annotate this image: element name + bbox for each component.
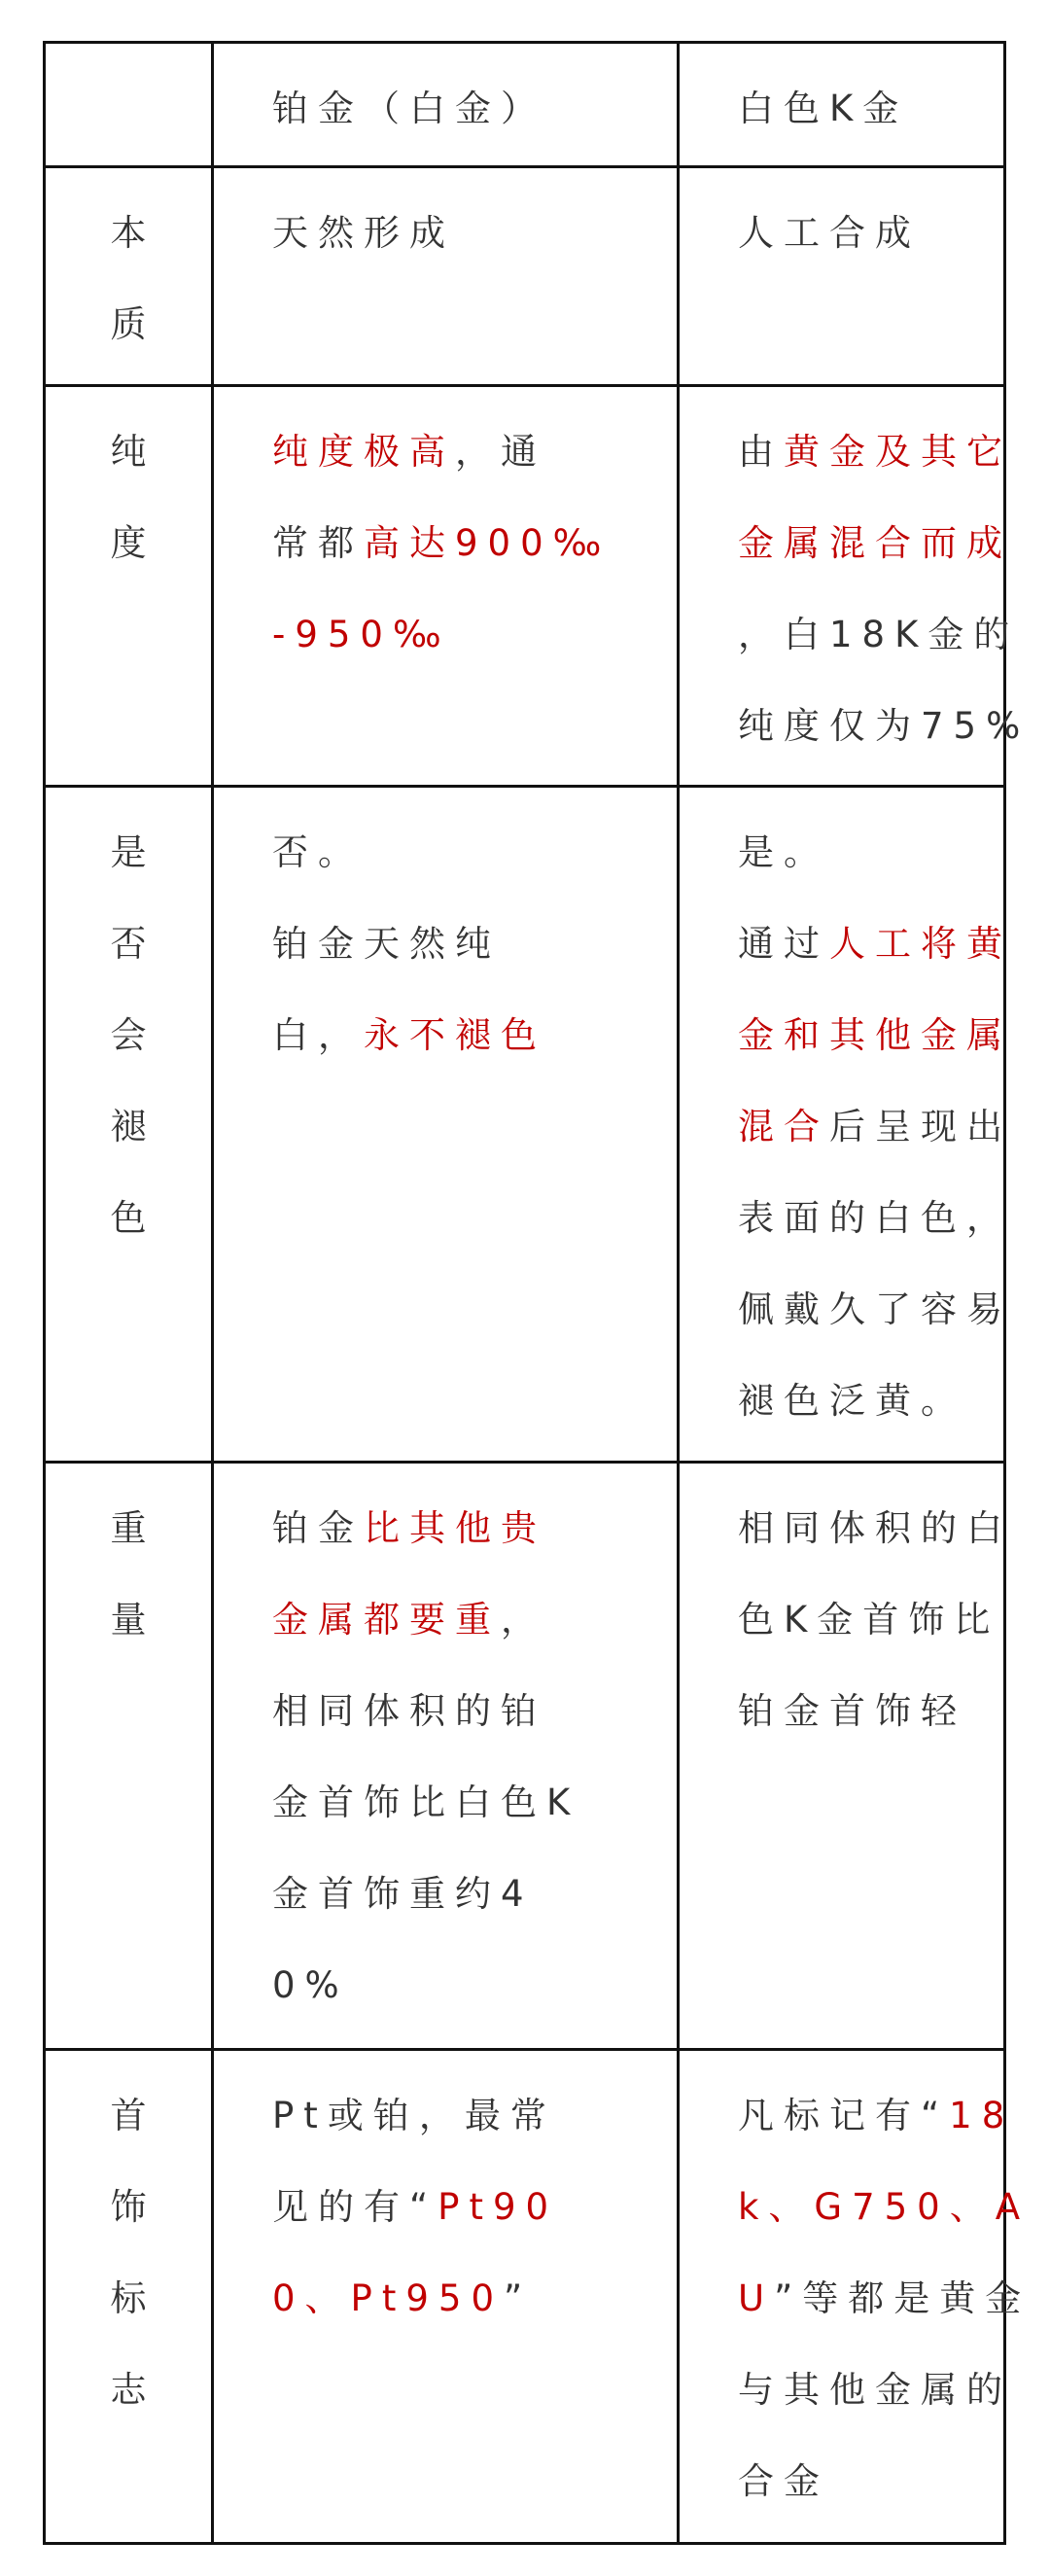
text-segment: 表面的白色， bbox=[738, 1197, 1012, 1239]
text-line bbox=[738, 1264, 1012, 1356]
text-line bbox=[272, 1483, 677, 1574]
text-line bbox=[272, 589, 677, 681]
highlighted-text: 金属都要重 bbox=[272, 1599, 501, 1641]
row-label-char: 会 bbox=[110, 1014, 147, 1056]
white-k-gold-cell bbox=[679, 1463, 1012, 2050]
text-line bbox=[738, 1356, 1003, 1447]
text-line bbox=[738, 1666, 1003, 1757]
text-line bbox=[272, 1940, 677, 2031]
highlighted-text: 金属混合而成 bbox=[738, 522, 1012, 564]
row-label-char: 首 bbox=[110, 2095, 147, 2136]
highlighted-text: 比其他贵 bbox=[364, 1507, 546, 1549]
row-label-char: 志 bbox=[110, 2369, 147, 2411]
header-cell-platinum bbox=[213, 43, 679, 167]
text-line bbox=[272, 498, 677, 589]
highlighted-text: 金和其他金属 bbox=[738, 1014, 1012, 1056]
table-row bbox=[45, 386, 1005, 787]
text-line bbox=[738, 2253, 1032, 2345]
row-label-cell bbox=[45, 1463, 213, 2050]
row-label-char: 纯 bbox=[110, 431, 147, 473]
platinum-cell bbox=[213, 787, 679, 1463]
text-segment: 相同体积的白 bbox=[738, 1507, 1012, 1549]
text-segment: 与其他金属的 bbox=[738, 2369, 1012, 2411]
text-line bbox=[272, 807, 677, 899]
text-segment: 合金 bbox=[738, 2460, 829, 2502]
text-line bbox=[738, 1574, 1003, 1666]
text-segment: 天然形成 bbox=[272, 212, 455, 254]
text-segment: ，白18K金的 bbox=[738, 614, 1020, 655]
text-segment: 常都 bbox=[272, 522, 364, 564]
highlighted-text: -950‰ bbox=[272, 614, 451, 655]
text-segment: 见的有“ bbox=[272, 2186, 438, 2228]
text-line bbox=[738, 498, 1012, 589]
table-row bbox=[45, 1463, 1005, 2050]
text-segment: 色K金首饰比 bbox=[738, 1599, 1000, 1641]
text-line bbox=[738, 681, 1031, 772]
text-line bbox=[738, 2070, 1015, 2162]
row-label-cell bbox=[45, 787, 213, 1463]
text-segment: 金首饰重约4 bbox=[272, 1873, 534, 1915]
row-label-char: 度 bbox=[110, 522, 147, 564]
text-line bbox=[272, 2070, 677, 2162]
text-line bbox=[272, 2253, 677, 2345]
text-segment: ，通 bbox=[455, 431, 546, 473]
row-label-cell bbox=[45, 2050, 213, 2544]
text-segment: Pt或铂，最常 bbox=[272, 2095, 556, 2136]
text-line bbox=[272, 899, 677, 990]
row-label-char: 标 bbox=[110, 2277, 147, 2319]
highlighted-text: U bbox=[738, 2277, 775, 2319]
text-segment: 是。 bbox=[738, 831, 829, 873]
row-label-char: 否 bbox=[110, 923, 147, 965]
text-segment: 0% bbox=[272, 1964, 349, 2006]
platinum-cell bbox=[213, 1463, 679, 2050]
text-line bbox=[738, 990, 1012, 1081]
text-segment: 后呈现出 bbox=[829, 1106, 1012, 1147]
row-label-char: 量 bbox=[110, 1599, 147, 1641]
text-line bbox=[272, 188, 677, 279]
row-label-char: 本 bbox=[110, 212, 147, 254]
text-segment: 白， bbox=[272, 1014, 364, 1056]
text-line bbox=[738, 1173, 1012, 1264]
white-k-gold-cell bbox=[679, 2050, 1032, 2544]
text-line bbox=[738, 2345, 1012, 2436]
platinum-cell bbox=[213, 2050, 679, 2544]
highlighted-text: 黄金及其它 bbox=[784, 431, 1012, 473]
text-segment: 铂金 bbox=[272, 1507, 364, 1549]
text-line bbox=[272, 1666, 677, 1757]
text-segment: 褪色泛黄。 bbox=[738, 1380, 966, 1422]
text-segment: 由 bbox=[738, 431, 784, 473]
header-row bbox=[45, 43, 1005, 167]
text-segment: 纯度仅为75% bbox=[738, 705, 1031, 747]
platinum-cell bbox=[213, 167, 679, 386]
text-line bbox=[738, 589, 1020, 681]
text-line bbox=[738, 1483, 1012, 1574]
text-segment: 凡标记有“ bbox=[738, 2095, 950, 2136]
text-segment: 金首饰比白色K bbox=[272, 1782, 580, 1823]
text-segment: 否。 bbox=[272, 831, 364, 873]
text-line bbox=[738, 2162, 1031, 2253]
highlighted-text: 纯度极高 bbox=[272, 431, 455, 473]
platinum-cell bbox=[213, 386, 679, 787]
text-line bbox=[272, 1574, 677, 1666]
text-segment: 铂金天然纯 bbox=[272, 923, 501, 965]
text-segment: ” bbox=[503, 2277, 533, 2319]
text-segment: 人工合成 bbox=[738, 212, 921, 254]
text-line bbox=[738, 406, 1012, 498]
text-segment: 通过 bbox=[738, 923, 829, 965]
header-cell-white-k-gold bbox=[679, 43, 1005, 167]
row-label-cell bbox=[45, 386, 213, 787]
header-white-k-gold: 白色K金 bbox=[738, 88, 909, 129]
comparison-table bbox=[43, 41, 1032, 2545]
highlighted-text: 人工将黄 bbox=[829, 923, 1012, 965]
table-row bbox=[45, 167, 1005, 386]
highlighted-text: 高达900‰ bbox=[364, 522, 612, 564]
text-line bbox=[272, 406, 677, 498]
text-line bbox=[738, 1081, 1012, 1173]
text-line bbox=[272, 2162, 677, 2253]
header-cell-empty bbox=[45, 43, 213, 167]
row-label-char: 褪 bbox=[110, 1106, 147, 1147]
row-label-char: 是 bbox=[110, 831, 147, 873]
white-k-gold-cell bbox=[679, 787, 1012, 1463]
text-line bbox=[738, 188, 1003, 279]
text-line bbox=[738, 2436, 1003, 2527]
highlighted-text: 18 bbox=[949, 2095, 1015, 2136]
text-segment: 铂金首饰轻 bbox=[738, 1690, 966, 1732]
row-label-char: 色 bbox=[110, 1197, 147, 1239]
text-segment: 相同体积的铂 bbox=[272, 1690, 546, 1732]
highlighted-text: 0、Pt950 bbox=[272, 2277, 504, 2319]
text-line bbox=[272, 990, 677, 1081]
highlighted-text: 混合 bbox=[738, 1106, 829, 1147]
white-k-gold-cell bbox=[679, 386, 1031, 787]
row-label-cell bbox=[45, 167, 213, 386]
text-line bbox=[272, 1849, 677, 1940]
row-label-char: 质 bbox=[110, 303, 147, 345]
text-segment: ”等都是黄金 bbox=[774, 2277, 1032, 2319]
text-segment: ， bbox=[501, 1599, 546, 1641]
table-row bbox=[45, 2050, 1005, 2544]
row-label-char: 饰 bbox=[110, 2186, 147, 2228]
table-row bbox=[45, 787, 1005, 1463]
white-k-gold-cell bbox=[679, 167, 1005, 386]
text-line bbox=[738, 807, 1003, 899]
highlighted-text: 永不褪色 bbox=[364, 1014, 546, 1056]
row-label-char: 重 bbox=[110, 1507, 147, 1549]
text-segment: 佩戴久了容易 bbox=[738, 1288, 1012, 1330]
header-platinum: 铂金（白金） bbox=[272, 88, 546, 129]
highlighted-text: k、G750、A bbox=[738, 2186, 1031, 2228]
text-line bbox=[272, 1757, 677, 1849]
text-line bbox=[738, 899, 1012, 990]
highlighted-text: Pt90 bbox=[438, 2186, 559, 2228]
